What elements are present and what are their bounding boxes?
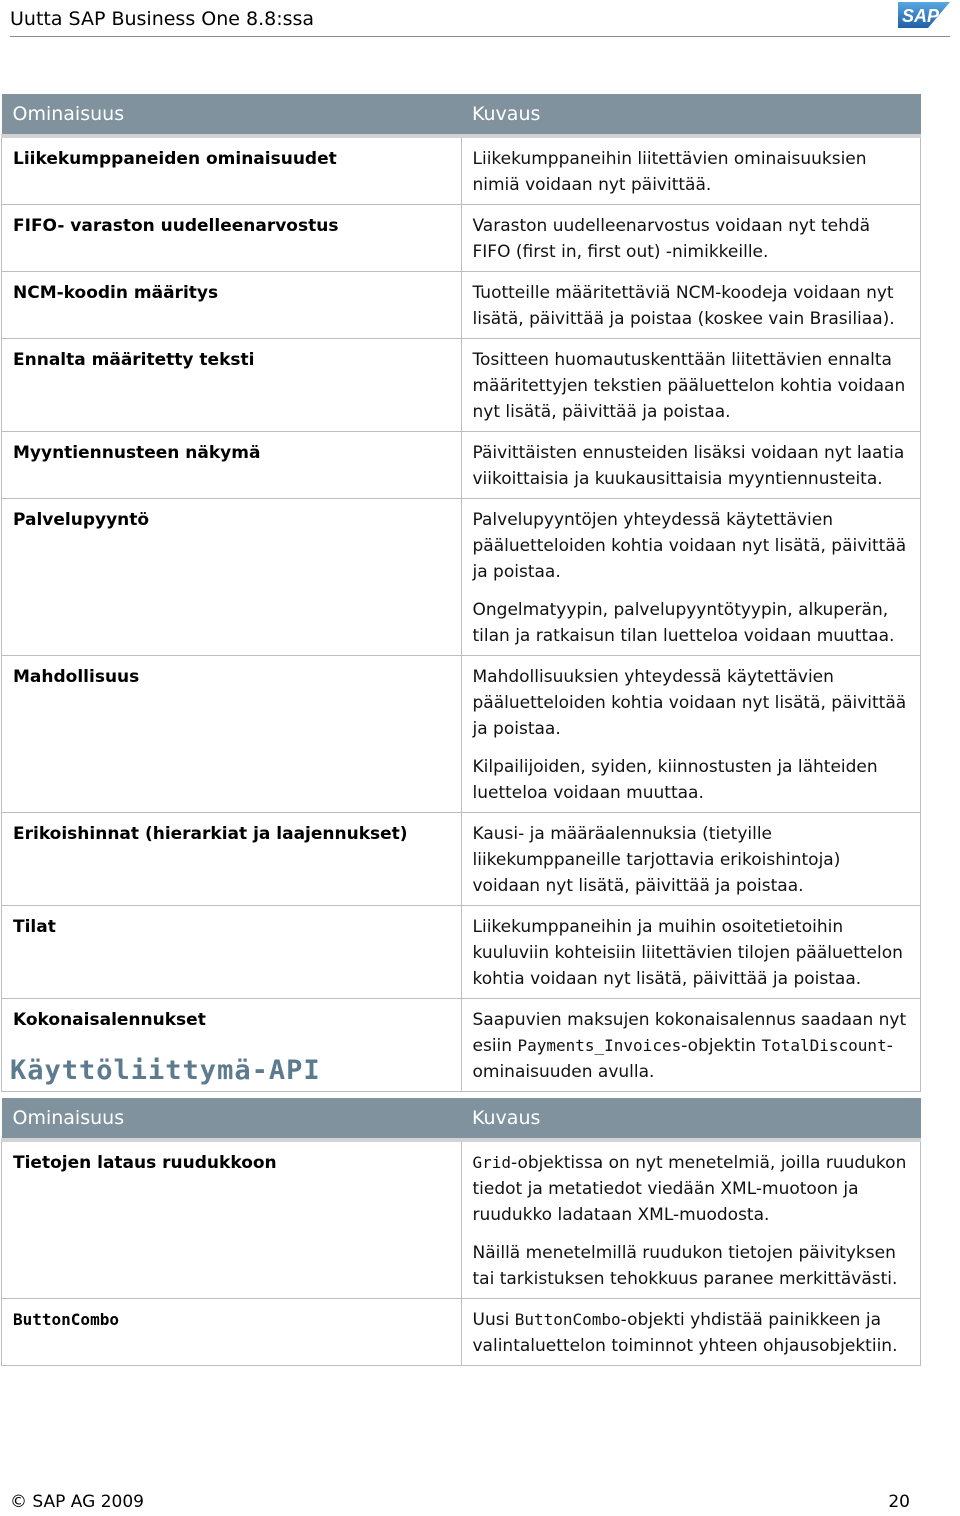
text-segment: Saapuvien maksujen kokonaisalennus saadaan nyt esiin bbox=[472, 1010, 907, 1056]
description-cell bbox=[461, 999, 921, 1092]
description-cell bbox=[461, 813, 921, 906]
description-text: Ongelmatyypin, palvelupyyntötyypin, alkuperän, tilan ja ratkaisun tilan luetteloa voidaan muuttaa. bbox=[472, 600, 895, 646]
description-text: Tuotteille määritettäviä NCM-koodeja voidaan nyt lisätä, päivittää ja poistaa (koskee vain Brasiliaa). bbox=[472, 283, 895, 329]
text-segment: -objektin bbox=[681, 1036, 762, 1056]
description-cell bbox=[461, 499, 921, 656]
description-text bbox=[473, 1307, 910, 1359]
features-table bbox=[1, 94, 921, 1092]
description-cell bbox=[461, 906, 921, 999]
description-text: Palvelupyyntöjen yhteydessä käytettävien pääluetteloiden kohtia voidaan nyt lisätä, päivittää ja poistaa. bbox=[472, 510, 907, 582]
column-header-property: Ominaisuus bbox=[2, 1098, 462, 1140]
description-text: Kilpailijoiden, syiden, kiinnostusten ja lähteiden luetteloa voidaan muuttaa. bbox=[472, 757, 878, 803]
description-text: Liikekumppaneihin ja muihin osoitetietoihin kuuluviin kohteisiin liitettävien tilojen pääluettelon kohtia voidaan nyt lisätä, päivittää ja poistaa. bbox=[472, 917, 903, 989]
description-cell bbox=[461, 205, 921, 272]
description-cell bbox=[461, 272, 921, 339]
copyright: © SAP AG 2009 bbox=[10, 1492, 144, 1512]
description-text: Mahdollisuuksien yhteydessä käytettävien pääluetteloiden kohtia voidaan nyt lisätä, päivittää ja poistaa. bbox=[472, 667, 907, 739]
description-cell bbox=[461, 432, 921, 499]
property-cell: NCM-koodin määritys bbox=[2, 272, 462, 339]
ui-api-table bbox=[1, 1098, 921, 1366]
page-footer bbox=[10, 1492, 910, 1516]
code-object-name: Payments_Invoices bbox=[517, 1036, 682, 1055]
table-row bbox=[2, 656, 921, 813]
document-title: Uutta SAP Business One 8.8:ssa bbox=[10, 8, 315, 30]
text-segment: Uusi bbox=[472, 1310, 515, 1330]
description-text bbox=[473, 1007, 910, 1085]
code-object-name: Grid bbox=[472, 1153, 512, 1172]
code-property-name: TotalDiscount bbox=[761, 1036, 887, 1055]
table-row bbox=[2, 813, 921, 906]
column-header-property: Ominaisuus bbox=[2, 94, 462, 136]
property-cell: FIFO- varaston uudelleenarvostus bbox=[2, 205, 462, 272]
code-object-name: ButtonCombo bbox=[514, 1310, 621, 1329]
table-row bbox=[2, 906, 921, 999]
table-row bbox=[2, 1299, 921, 1366]
description-text: Varaston uudelleenarvostus voidaan nyt tehdä FIFO (first in, first out) -nimikkeille. bbox=[472, 216, 871, 262]
property-cell: Mahdollisuus bbox=[2, 656, 462, 813]
code-property-label: ButtonCombo bbox=[13, 1310, 119, 1329]
property-cell: Ennalta määritetty teksti bbox=[2, 339, 462, 432]
table-row bbox=[2, 499, 921, 656]
property-cell: Liikekumppaneiden ominaisuudet bbox=[2, 136, 462, 205]
property-cell: Tietojen lataus ruudukkoon bbox=[2, 1140, 462, 1299]
description-cell bbox=[461, 656, 921, 813]
description-text: Kausi- ja määräalennuksia (tietyille liikekumppaneille tarjottavia erikoishintoja) voidaan nyt lisätä, päivittää ja poistaa. bbox=[472, 824, 841, 896]
description-cell bbox=[461, 1299, 921, 1366]
table-row bbox=[2, 272, 921, 339]
property-cell: Tilat bbox=[2, 906, 462, 999]
text-segment: -objektissa on nyt menetelmiä, joilla ruudukon tiedot ja metatiedot viedään XML-muotoon ja ruudukko ladataan XML-muodosta. bbox=[472, 1153, 907, 1225]
description-text bbox=[473, 1150, 910, 1228]
property-cell: Kokonaisalennukset bbox=[2, 999, 462, 1092]
section-heading: Käyttöliittymä-API bbox=[10, 1055, 321, 1086]
description-cell bbox=[461, 136, 921, 205]
table-row bbox=[2, 339, 921, 432]
property-cell: Erikoishinnat (hierarkiat ja laajennukset) bbox=[2, 813, 462, 906]
description-text: Päivittäisten ennusteiden lisäksi voidaan nyt laatia viikoittaisia ja kuukausittaisia myyntiennusteita. bbox=[472, 443, 905, 489]
table-row bbox=[2, 136, 921, 205]
table-row bbox=[2, 1140, 921, 1299]
description-text: Tositteen huomautuskenttään liitettävien ennalta määritettyjen tekstien pääluettelon kohtia voidaan nyt lisätä, päivittää ja poistaa. bbox=[472, 350, 906, 422]
property-cell: Myyntiennusteen näkymä bbox=[2, 432, 462, 499]
column-header-description: Kuvaus bbox=[461, 1098, 921, 1140]
description-cell bbox=[461, 339, 921, 432]
property-cell: Palvelupyyntö bbox=[2, 499, 462, 656]
column-header-description: Kuvaus bbox=[461, 94, 921, 136]
table-row bbox=[2, 205, 921, 272]
property-cell bbox=[2, 1299, 462, 1366]
text-segment: -ominaisuuden avulla. bbox=[472, 1036, 893, 1082]
text-segment: -objekti yhdistää painikkeen ja valintaluettelon toiminnot yhteen ohjausobjektiin. bbox=[472, 1310, 898, 1356]
table-header-row bbox=[2, 1098, 921, 1140]
description-text: Liikekumppaneihin liitettävien ominaisuuksien nimiä voidaan nyt päivittää. bbox=[472, 149, 867, 195]
description-cell bbox=[461, 1140, 921, 1299]
description-text: Näillä menetelmillä ruudukon tietojen päivityksen tai tarkistuksen tehokkuus paranee merkittävästi. bbox=[472, 1243, 898, 1289]
table-header-row bbox=[2, 94, 921, 136]
page-number: 20 bbox=[888, 1492, 910, 1512]
table-row bbox=[2, 432, 921, 499]
sap-logo bbox=[898, 0, 950, 30]
page-header bbox=[10, 0, 950, 37]
svg-text:SAP: SAP bbox=[902, 6, 940, 26]
